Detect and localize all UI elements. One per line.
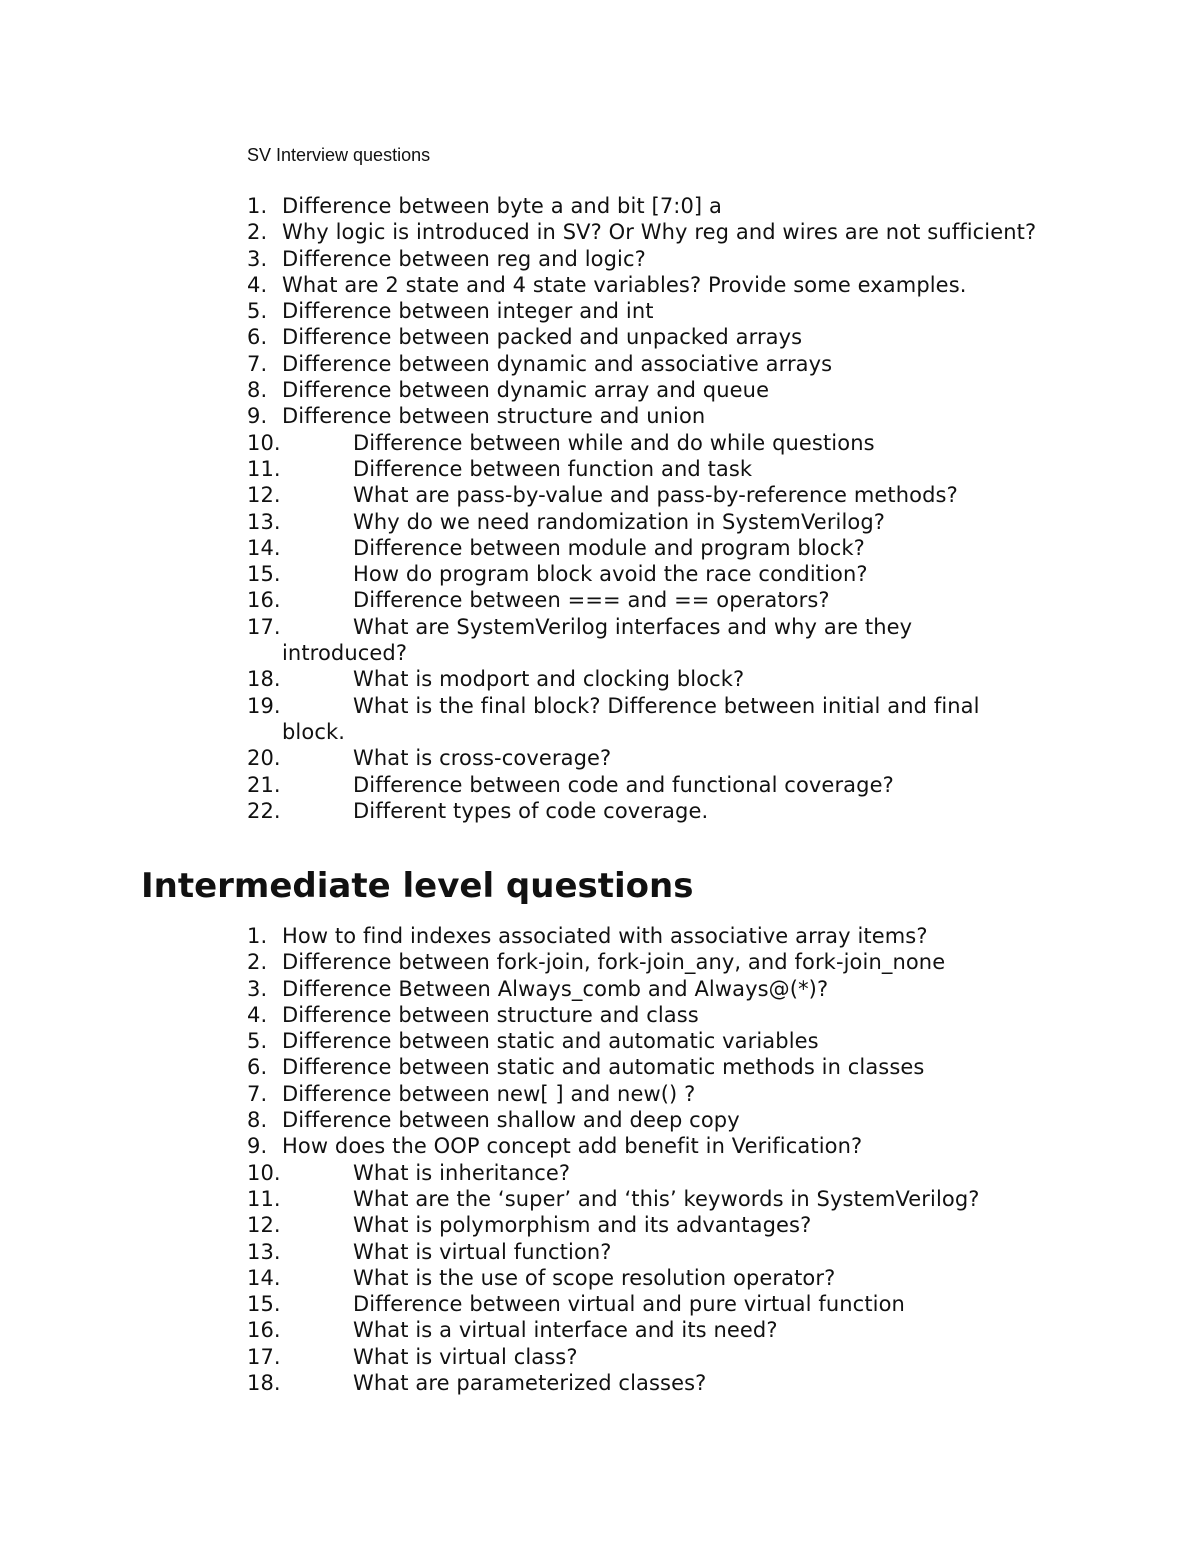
question-item xyxy=(0,772,1042,798)
question-text: What are pass-by-value and pass-by-reference methods? xyxy=(353,483,958,508)
question-number: 9. xyxy=(247,1134,268,1159)
question-text: What is virtual function? xyxy=(353,1239,612,1264)
question-item xyxy=(0,1317,1042,1343)
question-text: What is inheritance? xyxy=(353,1160,571,1185)
question-number: 14. xyxy=(247,535,281,560)
question-number: 17. xyxy=(247,1344,281,1369)
question-item xyxy=(0,949,1042,975)
question-number: 4. xyxy=(247,272,268,297)
question-number: 3. xyxy=(247,976,268,1001)
question-number: 7. xyxy=(247,351,268,376)
question-text: What are SystemVerilog interfaces and why are they introduced? xyxy=(282,614,913,666)
question-text: Difference between function and task xyxy=(353,456,753,481)
question-text: Different types of code coverage. xyxy=(353,798,709,823)
question-text: How do program block avoid the race condition? xyxy=(353,562,868,587)
question-number: 22. xyxy=(247,798,281,823)
question-text: Difference between structure and union xyxy=(282,404,706,429)
intermediate-heading: Intermediate level questions xyxy=(141,866,694,906)
question-item xyxy=(0,1107,1042,1133)
question-text: What is a virtual interface and its need? xyxy=(353,1318,778,1343)
question-number: 1. xyxy=(247,924,268,948)
question-text: Difference Between Always_comb and Always@(*)? xyxy=(282,976,829,1001)
question-text: What is the use of scope resolution operator? xyxy=(353,1265,836,1290)
question-number: 3. xyxy=(247,246,268,271)
question-item xyxy=(0,745,1042,771)
question-number: 2. xyxy=(247,950,268,975)
basic-questions-list xyxy=(0,193,1200,824)
question-item xyxy=(0,324,1042,350)
question-item xyxy=(0,377,1042,403)
question-number: 17. xyxy=(247,614,281,639)
question-number: 11. xyxy=(247,1186,281,1211)
question-item xyxy=(0,219,1042,245)
question-text: Difference between byte a and bit [7:0] a xyxy=(282,194,722,218)
question-item xyxy=(0,798,1042,824)
question-number: 6. xyxy=(247,325,268,350)
question-item xyxy=(0,1239,1042,1265)
question-text: Why logic is introduced in SV? Or Why reg and wires are not sufficient? xyxy=(282,220,1037,245)
question-item xyxy=(0,587,1042,613)
question-number: 7. xyxy=(247,1081,268,1106)
question-text: Difference between fork-join, fork-join_any, and fork-join_none xyxy=(282,950,946,975)
question-text: Difference between module and program block? xyxy=(353,535,865,560)
question-item xyxy=(0,1002,1042,1028)
question-text: Difference between static and automatic variables xyxy=(282,1029,819,1054)
question-number: 13. xyxy=(247,509,281,534)
question-text: What is cross-coverage? xyxy=(353,746,612,771)
question-item xyxy=(0,1212,1042,1238)
question-text: What are parameterized classes? xyxy=(353,1371,707,1396)
question-item xyxy=(0,403,1042,429)
question-text: Difference between new[ ] and new() ? xyxy=(282,1081,696,1106)
question-item xyxy=(0,1344,1042,1370)
question-number: 20. xyxy=(247,746,281,771)
question-number: 2. xyxy=(247,220,268,245)
question-number: 10. xyxy=(247,430,281,455)
question-item xyxy=(0,923,1042,949)
question-text: Difference between static and automatic methods in classes xyxy=(282,1055,925,1080)
question-number: 6. xyxy=(247,1055,268,1080)
question-text: What is virtual class? xyxy=(353,1344,578,1369)
question-number: 9. xyxy=(247,404,268,429)
question-item xyxy=(0,298,1042,324)
question-text: What is the final block? Difference between initial and final block. xyxy=(282,693,980,744)
question-text: Difference between packed and unpacked arrays xyxy=(282,325,803,350)
question-number: 18. xyxy=(247,1371,281,1396)
question-number: 5. xyxy=(247,299,268,324)
question-item xyxy=(0,976,1042,1002)
question-item xyxy=(0,456,1042,482)
question-item xyxy=(0,351,1042,377)
question-item xyxy=(0,272,1042,298)
question-text: What is modport and clocking block? xyxy=(353,667,745,692)
question-item xyxy=(0,1160,1042,1186)
question-item xyxy=(0,561,1042,587)
question-item xyxy=(0,1291,1042,1317)
question-item xyxy=(0,666,1042,692)
question-number: 8. xyxy=(247,378,268,403)
question-item xyxy=(0,1186,1042,1212)
question-text: What are 2 state and 4 state variables? Provide some examples. xyxy=(282,272,967,297)
question-text: How does the OOP concept add benefit in Verification? xyxy=(282,1134,863,1159)
question-text: Why do we need randomization in SystemVerilog? xyxy=(353,509,886,534)
question-number: 1. xyxy=(247,194,268,218)
question-item xyxy=(0,1081,1042,1107)
question-item xyxy=(0,1133,1042,1159)
question-text: Difference between while and do while questions xyxy=(353,430,875,455)
question-number: 12. xyxy=(247,483,281,508)
question-text: Difference between dynamic array and queue xyxy=(282,378,770,403)
question-text: Difference between structure and class xyxy=(282,1002,699,1027)
question-text: Difference between virtual and pure virtual function xyxy=(353,1292,905,1317)
question-item xyxy=(0,430,1042,456)
question-item xyxy=(0,509,1042,535)
question-item xyxy=(0,246,1042,272)
question-item xyxy=(0,535,1042,561)
document-title: SV Interview questions xyxy=(247,145,431,165)
question-text: How to find indexes associated with associative array items? xyxy=(282,924,928,948)
question-number: 18. xyxy=(247,667,281,692)
question-text: Difference between shallow and deep copy xyxy=(282,1108,740,1133)
question-number: 19. xyxy=(247,693,281,718)
question-text: What are the ‘super’ and ‘this’ keywords in SystemVerilog? xyxy=(353,1186,980,1211)
question-number: 11. xyxy=(247,456,281,481)
question-item xyxy=(0,1028,1042,1054)
question-number: 16. xyxy=(247,588,281,613)
question-number: 8. xyxy=(247,1108,268,1133)
question-item xyxy=(0,1370,1042,1396)
question-item xyxy=(0,614,1042,667)
question-number: 21. xyxy=(247,772,281,797)
question-number: 15. xyxy=(247,562,281,587)
question-item xyxy=(0,1054,1042,1080)
question-text: Difference between dynamic and associative arrays xyxy=(282,351,833,376)
question-item xyxy=(0,193,1042,219)
question-text: Difference between === and == operators? xyxy=(353,588,830,613)
question-text: Difference between code and functional coverage? xyxy=(353,772,894,797)
question-number: 15. xyxy=(247,1292,281,1317)
question-item xyxy=(0,482,1042,508)
question-number: 5. xyxy=(247,1029,268,1054)
question-text: What is polymorphism and its advantages? xyxy=(353,1213,812,1238)
question-text: Difference between integer and int xyxy=(282,299,654,324)
question-text: Difference between reg and logic? xyxy=(282,246,646,271)
question-number: 14. xyxy=(247,1265,281,1290)
question-item xyxy=(0,693,1042,746)
question-number: 12. xyxy=(247,1213,281,1238)
question-item xyxy=(0,1265,1042,1291)
intermediate-questions-list xyxy=(0,923,1200,1396)
question-number: 13. xyxy=(247,1239,281,1264)
question-number: 4. xyxy=(247,1002,268,1027)
question-number: 16. xyxy=(247,1318,281,1343)
question-number: 10. xyxy=(247,1160,281,1185)
